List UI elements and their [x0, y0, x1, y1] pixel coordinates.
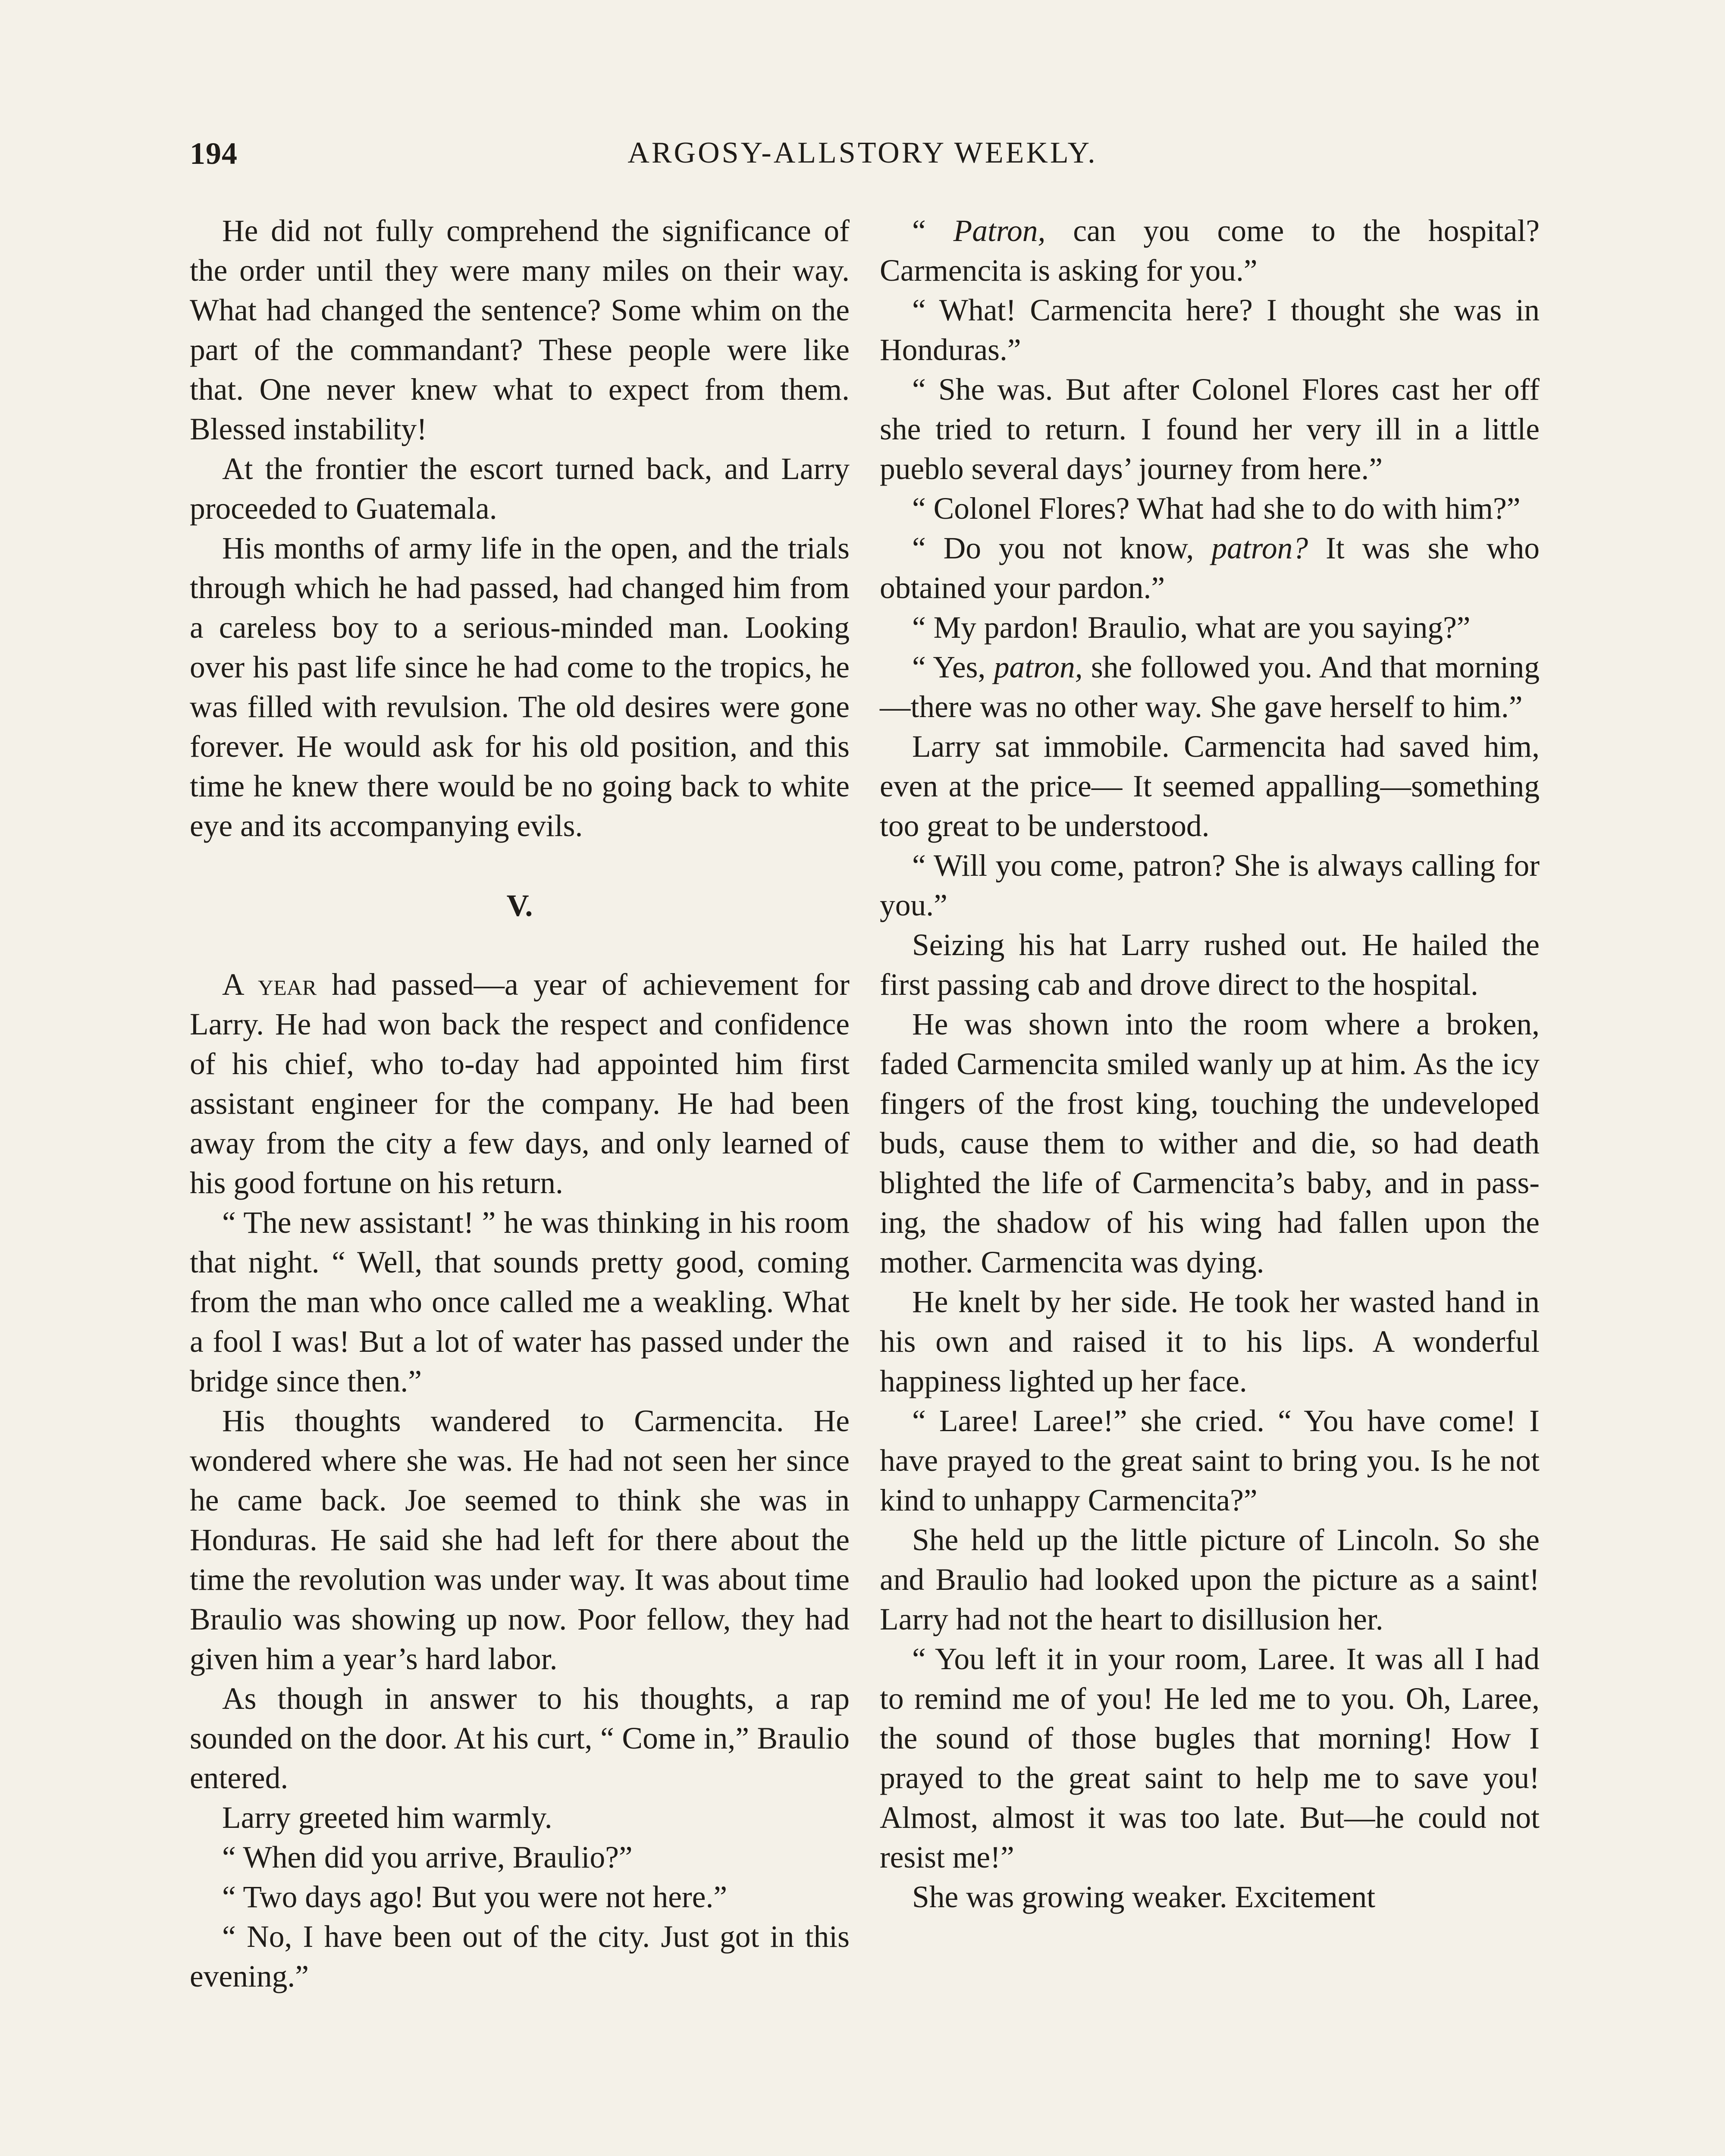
paragraph-text: “ Do you not know, — [912, 531, 1212, 565]
paragraph: “ She was. But after Colonel Flores cast her off she tried to return. I found her very ill in a little pueblo several days’ journey from here.” — [880, 373, 1540, 486]
paragraph — [880, 529, 1540, 608]
paragraph: Larry sat immobile. Carmencita had saved him, even at the price— It seemed appalling—something too great to be understood. — [880, 730, 1540, 843]
paragraph — [190, 965, 850, 1203]
paragraph: “ Two days ago! But you were not here.” — [222, 1880, 728, 1914]
paragraph: “ You left it in your room, Laree. It was all I had to remind me of you! He led me to you. Oh, Laree, the sound of those bugles that morning! How I prayed to the great saint to help me to save you! Almost, almost it was too late. But—he could not resist me!” — [880, 1642, 1540, 1874]
page-header — [190, 136, 1535, 188]
paragraph: As though in answer to his thoughts, a rap sounded on the door. At his curt, “ Come in,” Braulio entered. — [190, 1682, 850, 1795]
running-title: ARGOSY-ALLSTORY WEEKLY. — [627, 136, 1098, 169]
paragraph-text: she followed you. And that morning—there was no other way. She gave herself to him.” — [880, 650, 1540, 724]
italic-word: patron, — [994, 650, 1083, 684]
paragraph: He was shown into the room where a broken, faded Carmencita smiled wanly up at him. As the icy fingers of the frost king, touching the undeveloped buds, cause them to wither and die, so had death blighted the life of Carmencita’s baby, and in passing, the shadow of his wing had fallen upon the mother. Carmencita was dying. — [880, 1007, 1540, 1279]
paragraph — [880, 648, 1540, 727]
paragraph — [880, 211, 1540, 291]
italic-word: Patron, — [953, 214, 1046, 248]
paragraph: “ What! Carmencita here? I thought she was in Honduras.” — [880, 293, 1540, 367]
paragraph: His months of army life in the open, and the trials through which he had passed, had changed him from a careless boy to a serious-minded man. Looking over his past life since he had come to the tropics, he was filled with revulsion. The old desires were gone forever. He would ask for his old position, and this time he knew there would be no going back to white eye and its accompanying evils. — [190, 531, 850, 843]
paragraph: He knelt by her side. He took her wasted hand in his own and raised it to his lips. A wonderful happiness lighted up her face. — [880, 1285, 1540, 1398]
paragraph: At the frontier the escort turned back, and Larry proceeded to Guatemala. — [190, 452, 850, 526]
paragraph: “ Colonel Flores? What had she to do with him?” — [912, 492, 1521, 526]
italic-word: patron? — [1211, 531, 1308, 565]
paragraph: “ Will you come, patron? She is always calling for you.” — [880, 849, 1540, 922]
paragraph: “ The new assistant! ” he was thinking in his room that night. “ Well, that sounds pretty good, coming from the man who once called me a weakling. What a fool I was! But a lot of water has passed under the bridge since then.” — [190, 1206, 850, 1398]
paragraph-text: It was she who obtained your pardon.” — [880, 531, 1540, 605]
paragraph: “ When did you arrive, Braulio?” — [222, 1840, 633, 1874]
paragraph: “ No, I have been out of the city. Just got in this evening.” — [190, 1920, 850, 1993]
paragraph: She held up the little picture of Lincoln. So she and Braulio had looked upon the picture as a saint! Larry had not the heart to disillusion her. — [880, 1523, 1540, 1636]
paragraph: Seizing his hat Larry rushed out. He hailed the first passing cab and drove direct to the hospital. — [880, 928, 1540, 1002]
paragraph-text: had passed—a year of achievement for Larry. He had won back the respect and confidence of his chief, who to-day had appointed him first assistant engineer for the company. He had been away from the city a few days, and only learned of his good fortune on his return. — [190, 968, 850, 1200]
section-heading: V. — [506, 888, 533, 923]
paragraph-text: can you come to the hospital? Carmencita is asking for you.” — [880, 214, 1540, 288]
paragraph: She was growing weaker. Excitement — [912, 1880, 1376, 1914]
paragraph-text: “ Yes, — [912, 650, 994, 684]
left-column — [190, 211, 850, 1996]
paragraph: “ My pardon! Braulio, what are you saying?” — [912, 611, 1471, 645]
paragraph: Larry greeted him warmly. — [222, 1801, 552, 1835]
page-number: 194 — [190, 136, 238, 171]
right-column — [880, 211, 1540, 1917]
paragraph-lead-smallcaps: A year — [222, 968, 317, 1002]
paragraph: He did not fully comprehend the significance of the order until they were many miles on their way. What had changed the sentence? Some whim on the part of the commandant? These people were like that. One never knew what to expect from them. Blessed instability! — [190, 214, 850, 446]
paragraph: His thoughts wandered to Carmencita. He wondered where she was. He had not seen her since he came back. Joe seemed to think she was in Honduras. He said she had left for there about the time the revolution was under way. It was about time Braulio was showing up now. Poor fellow, they had given him a year’s hard labor. — [190, 1404, 850, 1676]
paragraph-text: “ — [912, 214, 953, 248]
paragraph: “ Laree! Laree!” she cried. “ You have come! I have prayed to the great saint to bring you. Is he not kind to unhappy Carmencita?” — [880, 1404, 1540, 1517]
